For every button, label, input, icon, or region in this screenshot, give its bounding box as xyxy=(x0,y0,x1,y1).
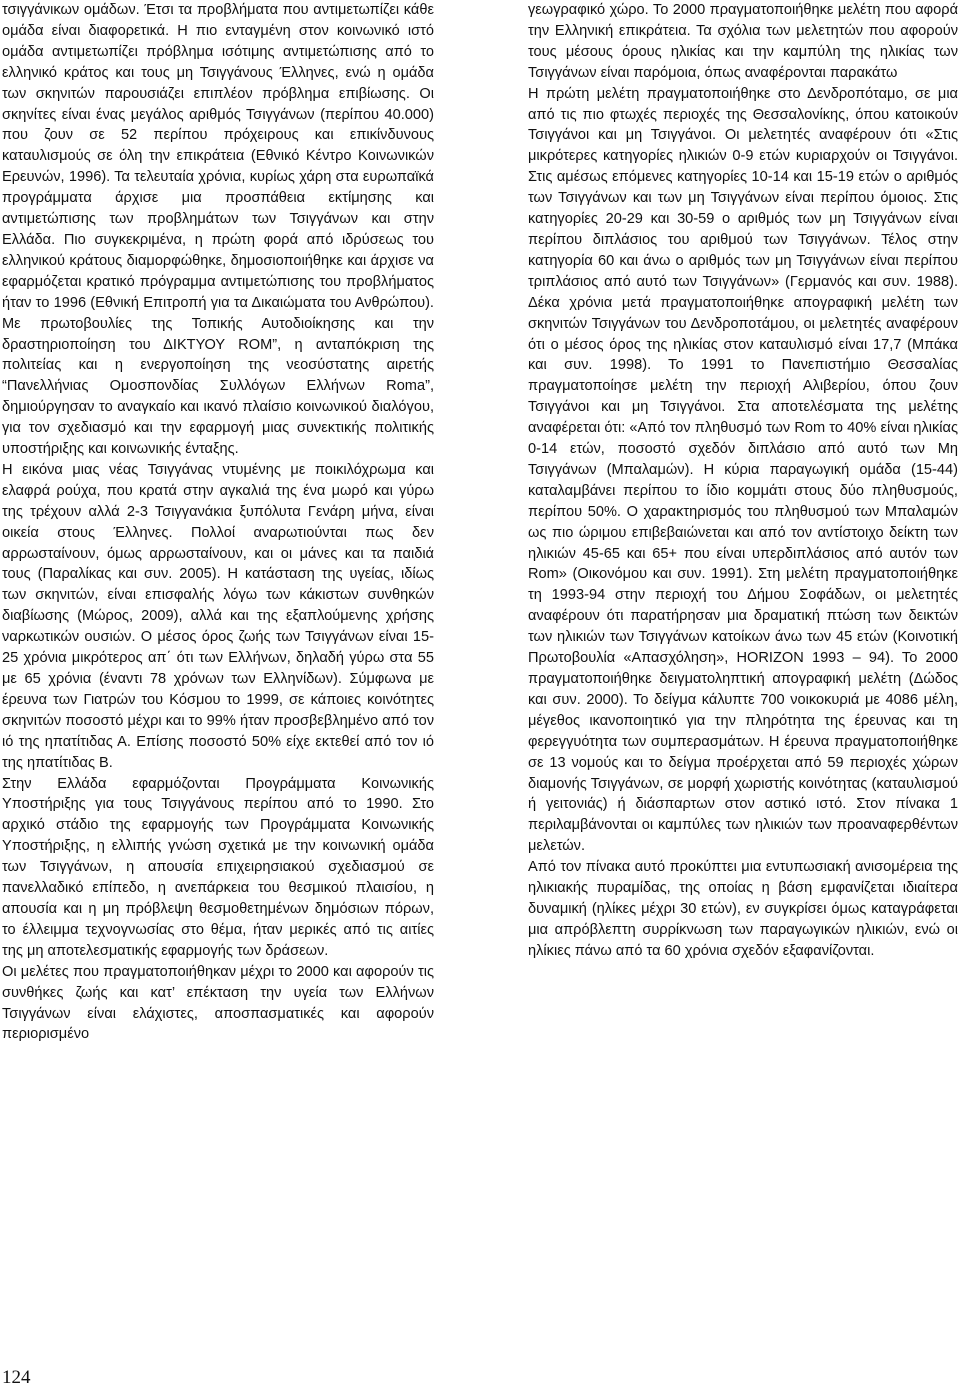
paragraph: τσιγγάνικων ομάδων. Έτσι τα προβλήματα που αντιμετωπίζει κάθε ομάδα είναι διαφορετικά. Η πιο ενταγμένη στον κοινωνικό ιστό ομάδα αντιμετωπίζει πρόβλημα ισότιμης αντιμετώπισης από το ελληνικό κράτος και τους μη Τσιγγάνους Έλληνες, ενώ η ομάδα των σκηνιτών παρουσιάζει επιπλέον πρόβλημα επιβίωσης. Οι σκηνίτες είναι ένας μεγάλος αριθμός Τσιγγάνων (περίπου 40.000) που ζουν σε 52 περίπου πρόχειρους και επικίνδυνους καταυλισμούς σε όλη την επικράτεια (Εθνικό Κέντρο Κοινωνικών Ερευνών, 1996). Τα τελευταία χρόνια, κυρίως χάρη στα ευρωπαϊκά προγράμματα άρχισε μια προσπάθεια εκτίμησης και αντιμετώπισης των προβλημάτων των Τσιγγάνων και στην Ελλάδα. Πιο συγκεκριμένα, η πρώτη φορά από ιδρύσεως του ελληνικού κράτους διαμορφώθηκε, δημοσιοποιήθηκε και άρχισε να εφαρμόζεται κρατικό πρόγραμμα αντιμετώπισης του προβλήματος ήταν το 1996 (Εθνική Επιτροπή για τα Δικαιώματα του Ανθρώπου). Με πρωτοβουλίες της Τοπικής Αυτοδιοίκησης και την δραστηριοποίηση του ΔΙΚΤΥΟΥ ROM”, η ανταπόκριση της πολιτείας και η ενεργοποίηση της νεοσύστατης αιρετής “Πανελλήνιας Ομοσπονδίας Συλλόγων Ελλήνων Roma”, δημιούργησαν το αναγκαίο και ικανό πλαίσιο κοινωνικού διαλόγου, για τον σχεδιασμό και την εφαρμογή μιας συνεκτικής πολιτικής υποστήριξης και κοινωνικής ένταξης. xyxy=(2,2,434,458)
paragraph: Στην Ελλάδα εφαρμόζονται Προγράμματα Κοινωνικής Υποστήριξης για τους Τσιγγάνους περίπου από το 1990. Στο αρχικό στάδιο της εφαρμογής των Προγράμματα Κοινωνικής Υποστήριξης, η ελλιπής γνώση σχετικά με την κοινωνική ομάδα των Τσιγγάνων, η απουσία επιχειρησιακού σχεδιασμού σε πανελλαδικό επίπεδο, η ανεπάρκεια του θεσμικού πλαισίου, η απουσία και η μη πρόβλεψη θεσμοθετημένων δημόσιων πόρων, το έλλειμμα τεχνογνωσίας στο θέμα, ήταν μερικές από τις αιτίες της μη αποτελεσματικής εφαρμογής των δράσεων. xyxy=(2,775,434,959)
paragraph: Από τον πίνακα αυτό προκύπτει μια εντυπωσιακή ανισομέρεια της ηλικιακής πυραμίδας, της οποίας η βάση εμφανίζεται ιδιαίτερα δυναμική (ηλίκες μέχρι 30 ετών), εν συγκρίσει όμως καταγράφεται μια απρόβλεπτη συρρίκνωση των παραγωγικών ηλικιών, ενώ οι ηλίκιες πάνω από τα 60 χρόνια σχεδόν εξαφανίζονται. xyxy=(528,859,958,959)
paragraph: Οι μελέτες που πραγματοποιήθηκαν μέχρι το 2000 και αφορούν τις συνθήκες ζωής και κατ’ επέκταση την υγεία των Ελλήνων Τσιγγάνων είναι ελάχιστες, αποσπασματικές και αφορούν περιορισμένο xyxy=(2,963,434,1043)
paragraph: Η πρώτη μελέτη πραγματοποιήθηκε στο Δενδροπόταμο, σε μια από τις πιο φτωχές περιοχές της Θεσσαλονίκης, όπου κατοικούν Τσιγγάνοι και μη Τσιγγάνοι. Οι μελετητές αναφέρουν ότι «Στις μικρότερες κατηγορίες ηλικιών 0-9 ετών κυριαρχούν οι Τσιγγάνοι. Στις αμέσως επόμενες κατηγορίες 10-14 και 15-19 ετών ο αριθμός των Τσιγγάνων και των μη Τσιγγάνων είναι περίπου όμοιος. Στις κατηγορίες 20-29 και 30-59 ο αριθμός των μη Τσιγγάνων είναι περίπου διπλάσιος του αριθμού των Τσιγγάνων. Τέλος στην κατηγορία 60 και άνω ο αριθμός των μη Τσιγγάνων είναι περίπου τριπλάσιος από αυτό των Τσιγγάνων» (Γερμανός και συν. 1988). Δέκα χρόνια μετά πραγματοποιήθηκε απογραφική μελέτη των σκηνιτών Τσιγγάνων του Δενδροποτάμου, οι μελετητές αναφέρουν ότι ο μέσος όρος της ηλικίας στον καταυλισμό είναι 17,7 (Μπάκα και συν. 1998). Το 1991 το Πανεπιστήμιο Θεσσαλίας πραγματοποίησε μελέτη την περιοχή Αλιβερίου, όπου ζουν Τσιγγάνοι και μη Τσιγγάνοι. Στα αποτελέσματα της μελέτης αναφέρεται ότι: «Από τον πληθυσμό των Rom το 40% είναι ηλικίας 0-14 ετών, ποσοστό σχεδόν διπλάσιο από αυτό των Μη Τσιγγάνων (Μπαλαμών). Η κύρια παραγωγική ομάδα (15-44) καταλαμβάνει περίπου το ίδιο κομμάτι στους δύο πληθυσμούς, περίπου 50%. Ο χαρακτηρισμός του πληθυσμού των Μπαλαμών ως πιο ώριμου επιβεβαιώνεται και από τον αντίστοιχο δείκτη των ηλικιών 45-65 και 65+ που είναι υπερδιπλάσιος από αυτόν των Rom» (Οικονόμου και συν. 1991). Στη μελέτη πραγματοποιήθηκε τη 1993-94 στην περιοχή του Δήμου Σοφάδων, οι μελετητές αναφέρουν ότι παρατήρησαν μια δραματική πτώση των δεικτών των ηλικιών των Τσιγγάνων κατοίκων άνω των 45 ετών (Κοινοτική Πρωτοβουλία «Απασχόληση», HORIZON 1993 – 94). Το 2000 πραγματοποιήθηκε δειγματοληπτική απογραφική μελέτη (Δώδος και συν. 2000). Το δείγμα κάλυπτε 700 νοικοκυριά με 4086 μέλη, μέγεθος ικανοποιητικό για την πληρότητα της έρευνας και τη φερεγγυότητα των συμπερασμάτων. Η έρευνα πραγματοποιήθηκε σε 13 νομούς και το δείγμα προέρχεται από 59 περιοχές χώρων διαμονής Τσιγγάνων, σε μορφή χωριστής κοινότητας (καταυλισμού ή γειτονιάς) ή διάσπαρτων στον αστικό ιστό. Στον πίνακα 1 περιλαμβάνονται οι καμπύλες των ηλικιών των προαναφερθέντων μελετών. xyxy=(528,85,958,855)
left-column xyxy=(2,0,434,1045)
paragraph: Η εικόνα μιας νέας Τσιγγάνας ντυμένης με ποικιλόχρωμα και ελαφρά ρούχα, που κρατά στην αγκαλιά της ένα μωρό και γύρω της τρέχουν αλλά 2-3 Τσιγγανάκια ξυπόλυτα Γενάρη μήνα, είναι οικεία στους Έλληνες. Πολλοί αναρωτιούνται πως δεν αρρωσταίνουν, όμως αρρωσταίνουν, και οι μάνες και τα παιδιά τους (Παραλίκας και συν. 2005). Η κατάσταση της υγείας, ιδίως των σκηνιτών, είναι επισφαλής λόγω των κάκιστων συνθηκών διαβίωσης (Μώρος, 2009), αλλά και της εξαπλούμενης χρήσης ναρκωτικών ουσιών. Ο μέσος όρος ζωής των Τσιγγάνων είναι 15-25 χρόνια μικρότερος απ΄ ότι των Ελλήνων, δηλαδή γύρω στα 55 με 65 χρόνια (έναντι 78 χρόνων των Ελληνίδων). Σύμφωνα με έρευνα των Γιατρών του Κόσμου το 1999, σε κάποιες κοινότητες σκηνιτών ποσοστό μέχρι και το 99% ήταν προσβεβλημένο από τον ιό της ηπατίτιδας Α. Επίσης ποσοστό 50% είχε εκτεθεί από τον ιό της ηπατίτιδας Β. xyxy=(2,461,434,771)
paragraph: γεωγραφικό χώρο. Το 2000 πραγματοποιήθηκε μελέτη που αφορά την Ελληνική επικράτεια. Τα σχόλια των μελετητών που αφορούν τους μέσους όρους ηλικίας και την καμπύλη της ηλικίας των Τσιγγάνων είναι παρόμοια, όπως αναφέρονται παρακάτω xyxy=(528,2,958,81)
right-column xyxy=(528,0,958,962)
page-number: 124 xyxy=(2,1367,31,1388)
